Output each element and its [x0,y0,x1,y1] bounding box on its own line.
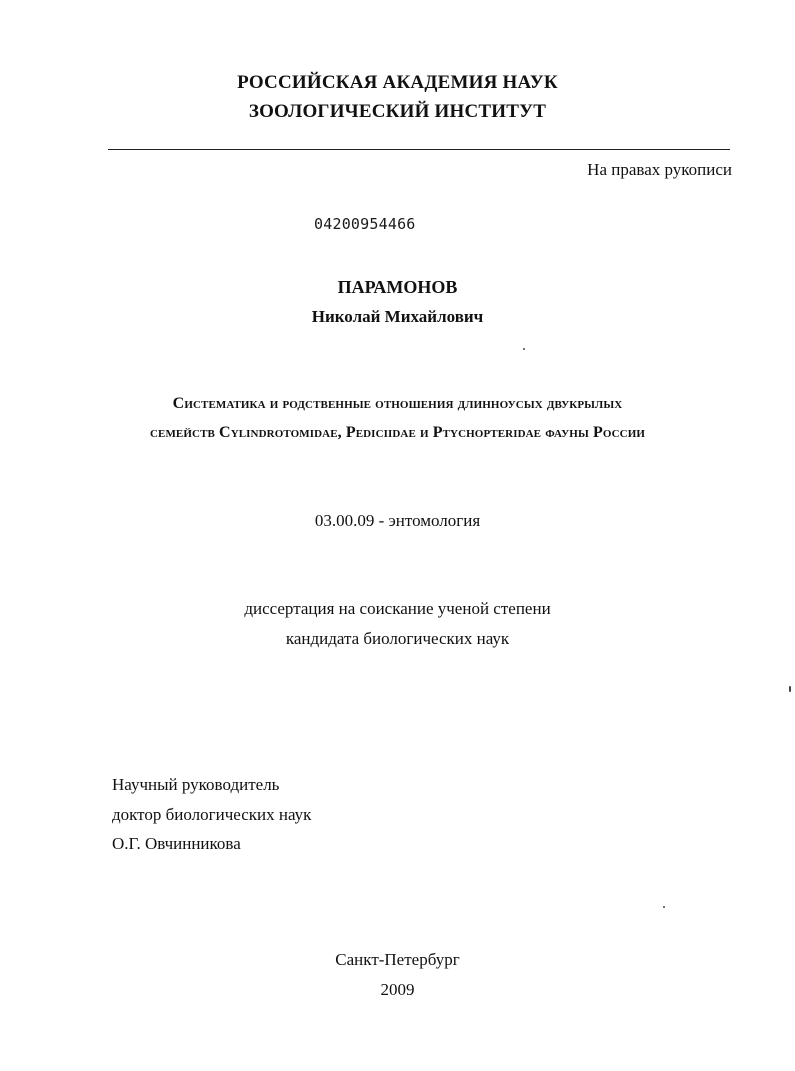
header-divider [108,149,730,150]
supervisor-name: О.Г. Овчинникова [112,834,241,853]
registration-number: 04200954466 [314,215,416,233]
degree-line-1: диссертация на соискание ученой степени [244,599,551,618]
institute-name: ЗООЛОГИЧЕСКИЙ ИНСТИТУТ [248,101,547,122]
thesis-title-line-2: семейств Cylindrotomidae, Pediciidae и Ptychopteridae фауны России [149,424,646,441]
scan-speck [663,906,665,908]
scan-speck [789,686,791,692]
place: Санкт-Петербург [335,950,460,969]
author-surname: ПАРАМОНОВ [337,277,458,297]
supervisor-degree: доктор биологических наук [112,805,312,824]
supervisor-label: Научный руководитель [112,775,280,794]
specialty-code: 03.00.09 - энтомология [314,511,481,530]
degree-line-2: кандидата биологических наук [285,629,510,648]
author-given-names: Николай Михайлович [311,307,484,326]
thesis-title-line-1: Систематика и родственные отношения длинноусых двукрылых [172,395,623,412]
year: 2009 [380,980,415,999]
scan-speck [523,348,525,350]
rights-note: На правах рукописи [587,160,732,179]
academy-name: РОССИЙСКАЯ АКАДЕМИЯ НАУК [237,72,558,93]
